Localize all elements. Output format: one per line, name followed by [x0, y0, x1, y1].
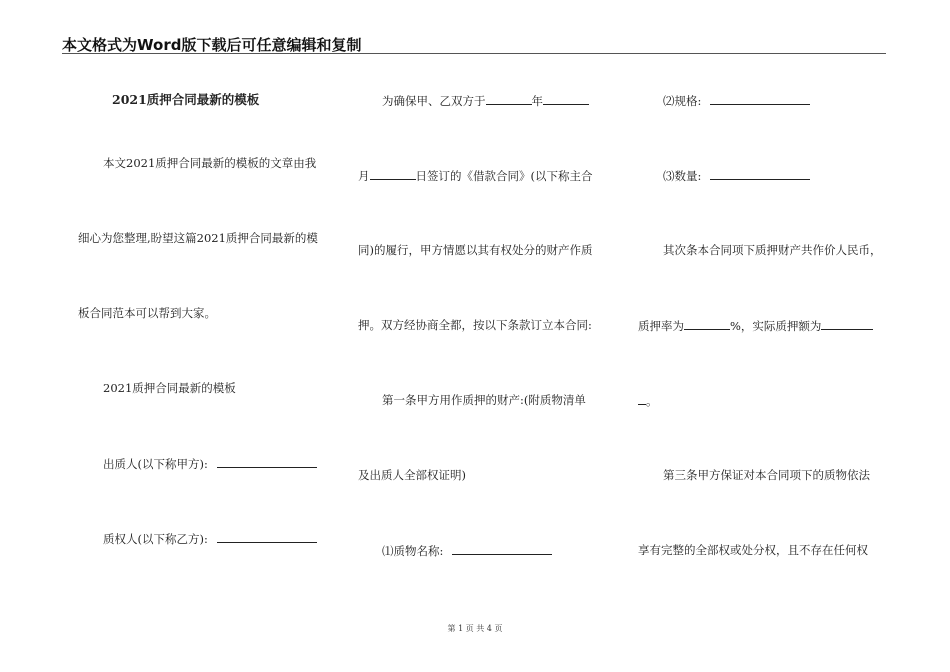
quantity-blank	[710, 168, 810, 180]
article-1-line-1: 第一条甲方用作质押的财产:(附质物清单	[382, 393, 586, 407]
text-fragment: 质押率为	[638, 319, 684, 333]
blank-amount-cont	[638, 393, 646, 405]
item-name-line	[382, 543, 552, 558]
pledgor-line	[103, 456, 317, 471]
spec-label: ⑵规格:	[663, 94, 702, 108]
intro-line-1: 本文2021质押合同最新的模板的文章由我	[103, 156, 317, 170]
blank-month	[543, 93, 589, 105]
item-name-label: ⑴质物名称:	[382, 544, 444, 558]
article-2-line-3	[638, 393, 658, 408]
contract-line-3: 同)的履行，甲方情愿以其有权处分的财产作质	[358, 243, 593, 257]
blank-amount	[821, 318, 873, 330]
pledgor-label: 出质人(以下称甲方):	[103, 457, 208, 471]
quantity-label: ⑶数量:	[663, 169, 702, 183]
blank-year	[486, 93, 532, 105]
contract-line-4: 押。双方经协商全都，按以下条款订立本合同:	[358, 318, 592, 332]
page-number: 第 1 页 共 4 页	[447, 624, 503, 633]
spec-blank	[710, 93, 810, 105]
text-fragment: %，实际质押额为	[730, 319, 822, 333]
pledgee-line	[103, 531, 317, 546]
document-header: 本文格式为Word版下载后可任意编辑和复制	[62, 36, 362, 54]
text-fragment: 年	[531, 94, 543, 108]
contract-line-2	[358, 168, 593, 183]
blank-rate	[684, 318, 730, 330]
pledgor-blank	[217, 456, 317, 468]
article-3-line-2: 享有完整的全部权或处分权，且不存在任何权	[638, 543, 868, 557]
intro-line-2: 细心为您整理,盼望这篇2021质押合同最新的模	[78, 231, 318, 245]
pledgee-label: 质权人(以下称乙方):	[103, 532, 208, 546]
article-2-line-1: 其次条本合同项下质押财产共作价人民币，	[663, 243, 882, 257]
text-fragment: 月	[358, 169, 370, 183]
item-name-blank	[452, 543, 552, 555]
intro-line-3: 板合同范本可以帮到大家。	[78, 306, 216, 320]
article-3-line-1: 第三条甲方保证对本合同项下的质物依法	[663, 468, 870, 482]
pledgee-blank	[217, 531, 317, 543]
text-fragment: 为确保甲、乙双方于	[382, 94, 486, 108]
text-fragment: 。	[646, 394, 658, 408]
blank-day	[370, 168, 416, 180]
quantity-line	[663, 168, 810, 183]
document-title: 2021质押合同最新的模板	[112, 92, 260, 107]
article-1-line-2: 及出质人全部权证明)	[358, 468, 466, 482]
text-fragment: 日签订的《借款合同》(以下称主合	[415, 169, 593, 183]
spec-line	[663, 93, 810, 108]
contract-line-1	[382, 93, 589, 108]
section-subtitle: 2021质押合同最新的模板	[103, 381, 236, 395]
header-divider	[62, 53, 886, 54]
article-2-line-2	[638, 318, 873, 333]
